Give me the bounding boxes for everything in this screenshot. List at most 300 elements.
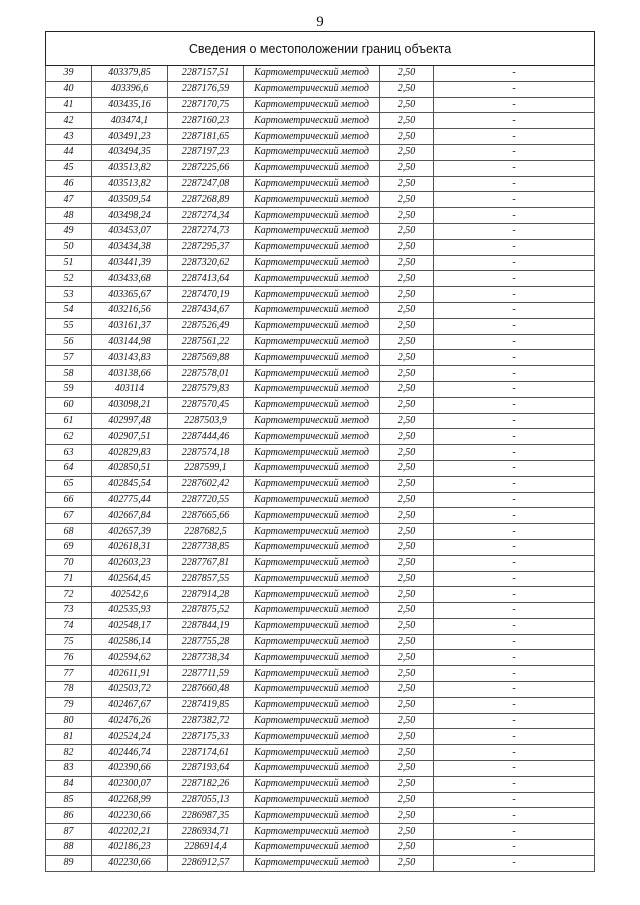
table-row <box>46 255 595 271</box>
description-cell: - <box>434 508 595 524</box>
description-cell: - <box>434 492 595 508</box>
method-cell: Картометрический метод <box>244 571 380 587</box>
precision-cell: 2,50 <box>380 460 434 476</box>
description-cell: - <box>434 650 595 666</box>
table-row <box>46 192 595 208</box>
method-cell: Картометрический метод <box>244 840 380 856</box>
description-cell: - <box>434 855 595 871</box>
description-cell: - <box>434 239 595 255</box>
table-row <box>46 287 595 303</box>
precision-cell: 2,50 <box>380 97 434 113</box>
y-coordinate-cell: 2287434,67 <box>168 302 244 318</box>
x-coordinate-cell: 402548,17 <box>92 618 168 634</box>
y-coordinate-cell: 2287720,55 <box>168 492 244 508</box>
precision-cell: 2,50 <box>380 381 434 397</box>
x-coordinate-cell: 403365,67 <box>92 287 168 303</box>
x-coordinate-cell: 403491,23 <box>92 129 168 145</box>
point-number-cell: 59 <box>46 381 92 397</box>
table-title: Сведения о местоположении границ объекта <box>46 32 595 66</box>
method-cell: Картометрический метод <box>244 824 380 840</box>
x-coordinate-cell: 402845,54 <box>92 476 168 492</box>
method-cell: Картометрический метод <box>244 160 380 176</box>
precision-cell: 2,50 <box>380 618 434 634</box>
description-cell: - <box>434 97 595 113</box>
method-cell: Картометрический метод <box>244 271 380 287</box>
description-cell: - <box>434 571 595 587</box>
y-coordinate-cell: 2287569,88 <box>168 350 244 366</box>
precision-cell: 2,50 <box>380 855 434 871</box>
description-cell: - <box>434 445 595 461</box>
precision-cell: 2,50 <box>380 745 434 761</box>
precision-cell: 2,50 <box>380 524 434 540</box>
method-cell: Картометрический метод <box>244 397 380 413</box>
point-number-cell: 74 <box>46 618 92 634</box>
x-coordinate-cell: 402850,51 <box>92 460 168 476</box>
point-number-cell: 44 <box>46 144 92 160</box>
description-cell: - <box>434 840 595 856</box>
precision-cell: 2,50 <box>380 271 434 287</box>
description-cell: - <box>434 713 595 729</box>
x-coordinate-cell: 402586,14 <box>92 634 168 650</box>
precision-cell: 2,50 <box>380 239 434 255</box>
point-number-cell: 54 <box>46 302 92 318</box>
description-cell: - <box>434 81 595 97</box>
precision-cell: 2,50 <box>380 571 434 587</box>
method-cell: Картометрический метод <box>244 745 380 761</box>
description-cell: - <box>434 366 595 382</box>
description-cell: - <box>434 66 595 82</box>
point-number-cell: 65 <box>46 476 92 492</box>
precision-cell: 2,50 <box>380 840 434 856</box>
table-row <box>46 855 595 871</box>
method-cell: Картометрический метод <box>244 208 380 224</box>
precision-cell: 2,50 <box>380 650 434 666</box>
point-number-cell: 51 <box>46 255 92 271</box>
point-number-cell: 78 <box>46 682 92 698</box>
x-coordinate-cell: 403144,98 <box>92 334 168 350</box>
description-cell: - <box>434 460 595 476</box>
method-cell: Картометрический метод <box>244 255 380 271</box>
table-row <box>46 840 595 856</box>
method-cell: Картометрический метод <box>244 792 380 808</box>
method-cell: Картометрический метод <box>244 445 380 461</box>
table-row <box>46 223 595 239</box>
table-row <box>46 555 595 571</box>
precision-cell: 2,50 <box>380 255 434 271</box>
description-cell: - <box>434 334 595 350</box>
precision-cell: 2,50 <box>380 350 434 366</box>
x-coordinate-cell: 402476,26 <box>92 713 168 729</box>
description-cell: - <box>434 429 595 445</box>
point-number-cell: 88 <box>46 840 92 856</box>
point-number-cell: 69 <box>46 539 92 555</box>
x-coordinate-cell: 402829,83 <box>92 445 168 461</box>
precision-cell: 2,50 <box>380 176 434 192</box>
table-row <box>46 429 595 445</box>
description-cell: - <box>434 302 595 318</box>
point-number-cell: 53 <box>46 287 92 303</box>
table-row <box>46 729 595 745</box>
y-coordinate-cell: 2287181,65 <box>168 129 244 145</box>
x-coordinate-cell: 403216,56 <box>92 302 168 318</box>
table-row <box>46 650 595 666</box>
point-number-cell: 67 <box>46 508 92 524</box>
point-number-cell: 46 <box>46 176 92 192</box>
table-row <box>46 129 595 145</box>
precision-cell: 2,50 <box>380 413 434 429</box>
x-coordinate-cell: 402542,6 <box>92 587 168 603</box>
precision-cell: 2,50 <box>380 808 434 824</box>
point-number-cell: 80 <box>46 713 92 729</box>
precision-cell: 2,50 <box>380 429 434 445</box>
x-coordinate-cell: 402667,84 <box>92 508 168 524</box>
table-row <box>46 460 595 476</box>
table-row <box>46 381 595 397</box>
y-coordinate-cell: 2287579,83 <box>168 381 244 397</box>
table-row <box>46 66 595 82</box>
y-coordinate-cell: 2287526,49 <box>168 318 244 334</box>
precision-cell: 2,50 <box>380 492 434 508</box>
x-coordinate-cell: 402618,31 <box>92 539 168 555</box>
boundary-table-container <box>45 31 594 872</box>
table-row <box>46 745 595 761</box>
y-coordinate-cell: 2287660,48 <box>168 682 244 698</box>
y-coordinate-cell: 2286912,57 <box>168 855 244 871</box>
boundary-table <box>45 31 595 872</box>
table-row <box>46 682 595 698</box>
description-cell: - <box>434 381 595 397</box>
y-coordinate-cell: 2287738,85 <box>168 539 244 555</box>
method-cell: Картометрический метод <box>244 239 380 255</box>
table-row <box>46 697 595 713</box>
point-number-cell: 55 <box>46 318 92 334</box>
x-coordinate-cell: 402300,07 <box>92 776 168 792</box>
x-coordinate-cell: 402503,72 <box>92 682 168 698</box>
precision-cell: 2,50 <box>380 397 434 413</box>
table-row <box>46 302 595 318</box>
x-coordinate-cell: 403513,82 <box>92 160 168 176</box>
x-coordinate-cell: 403441,39 <box>92 255 168 271</box>
method-cell: Картометрический метод <box>244 366 380 382</box>
y-coordinate-cell: 2286914,4 <box>168 840 244 856</box>
y-coordinate-cell: 2287160,23 <box>168 113 244 129</box>
point-number-cell: 47 <box>46 192 92 208</box>
x-coordinate-cell: 403434,38 <box>92 239 168 255</box>
method-cell: Картометрический метод <box>244 350 380 366</box>
method-cell: Картометрический метод <box>244 429 380 445</box>
y-coordinate-cell: 2287225,66 <box>168 160 244 176</box>
table-row <box>46 808 595 824</box>
precision-cell: 2,50 <box>380 318 434 334</box>
precision-cell: 2,50 <box>380 287 434 303</box>
y-coordinate-cell: 2287174,61 <box>168 745 244 761</box>
point-number-cell: 66 <box>46 492 92 508</box>
precision-cell: 2,50 <box>380 192 434 208</box>
precision-cell: 2,50 <box>380 729 434 745</box>
point-number-cell: 62 <box>46 429 92 445</box>
description-cell: - <box>434 476 595 492</box>
x-coordinate-cell: 403396,6 <box>92 81 168 97</box>
method-cell: Картометрический метод <box>244 97 380 113</box>
x-coordinate-cell: 402230,66 <box>92 808 168 824</box>
point-number-cell: 39 <box>46 66 92 82</box>
method-cell: Картометрический метод <box>244 587 380 603</box>
method-cell: Картометрический метод <box>244 66 380 82</box>
point-number-cell: 49 <box>46 223 92 239</box>
point-number-cell: 76 <box>46 650 92 666</box>
y-coordinate-cell: 2287738,34 <box>168 650 244 666</box>
x-coordinate-cell: 402467,67 <box>92 697 168 713</box>
point-number-cell: 64 <box>46 460 92 476</box>
precision-cell: 2,50 <box>380 761 434 777</box>
y-coordinate-cell: 2287176,59 <box>168 81 244 97</box>
x-coordinate-cell: 403114 <box>92 381 168 397</box>
x-coordinate-cell: 402535,93 <box>92 603 168 619</box>
table-row <box>46 713 595 729</box>
description-cell: - <box>434 208 595 224</box>
description-cell: - <box>434 223 595 239</box>
method-cell: Картометрический метод <box>244 855 380 871</box>
method-cell: Картометрический метод <box>244 287 380 303</box>
method-cell: Картометрический метод <box>244 666 380 682</box>
description-cell: - <box>434 745 595 761</box>
table-row <box>46 271 595 287</box>
x-coordinate-cell: 403494,35 <box>92 144 168 160</box>
y-coordinate-cell: 2287268,89 <box>168 192 244 208</box>
description-cell: - <box>434 318 595 334</box>
method-cell: Картометрический метод <box>244 524 380 540</box>
point-number-cell: 42 <box>46 113 92 129</box>
precision-cell: 2,50 <box>380 223 434 239</box>
point-number-cell: 63 <box>46 445 92 461</box>
x-coordinate-cell: 403379,85 <box>92 66 168 82</box>
point-number-cell: 61 <box>46 413 92 429</box>
method-cell: Картометрический метод <box>244 318 380 334</box>
method-cell: Картометрический метод <box>244 776 380 792</box>
description-cell: - <box>434 761 595 777</box>
point-number-cell: 79 <box>46 697 92 713</box>
x-coordinate-cell: 402594,62 <box>92 650 168 666</box>
table-row <box>46 81 595 97</box>
x-coordinate-cell: 403098,21 <box>92 397 168 413</box>
table-body <box>46 66 595 872</box>
table-row <box>46 634 595 650</box>
point-number-cell: 89 <box>46 855 92 871</box>
y-coordinate-cell: 2287193,64 <box>168 761 244 777</box>
point-number-cell: 50 <box>46 239 92 255</box>
x-coordinate-cell: 403435,16 <box>92 97 168 113</box>
description-cell: - <box>434 587 595 603</box>
page-number: 9 <box>316 14 324 30</box>
x-coordinate-cell: 403513,82 <box>92 176 168 192</box>
table-row <box>46 508 595 524</box>
x-coordinate-cell: 402775,44 <box>92 492 168 508</box>
method-cell: Картометрический метод <box>244 113 380 129</box>
x-coordinate-cell: 402657,39 <box>92 524 168 540</box>
table-row <box>46 571 595 587</box>
precision-cell: 2,50 <box>380 476 434 492</box>
table-row <box>46 524 595 540</box>
method-cell: Картометрический метод <box>244 697 380 713</box>
precision-cell: 2,50 <box>380 113 434 129</box>
y-coordinate-cell: 2287182,26 <box>168 776 244 792</box>
method-cell: Картометрический метод <box>244 761 380 777</box>
precision-cell: 2,50 <box>380 587 434 603</box>
x-coordinate-cell: 402611,91 <box>92 666 168 682</box>
description-cell: - <box>434 729 595 745</box>
method-cell: Картометрический метод <box>244 192 380 208</box>
y-coordinate-cell: 2287274,73 <box>168 223 244 239</box>
y-coordinate-cell: 2287578,01 <box>168 366 244 382</box>
y-coordinate-cell: 2287857,55 <box>168 571 244 587</box>
y-coordinate-cell: 2287682,5 <box>168 524 244 540</box>
precision-cell: 2,50 <box>380 81 434 97</box>
point-number-cell: 58 <box>46 366 92 382</box>
method-cell: Картометрический метод <box>244 302 380 318</box>
method-cell: Картометрический метод <box>244 682 380 698</box>
x-coordinate-cell: 402907,51 <box>92 429 168 445</box>
description-cell: - <box>434 350 595 366</box>
table-row <box>46 792 595 808</box>
y-coordinate-cell: 2287755,28 <box>168 634 244 650</box>
table-row <box>46 144 595 160</box>
method-cell: Картометрический метод <box>244 381 380 397</box>
table-row <box>46 208 595 224</box>
y-coordinate-cell: 2287274,34 <box>168 208 244 224</box>
table-row <box>46 113 595 129</box>
point-number-cell: 60 <box>46 397 92 413</box>
point-number-cell: 87 <box>46 824 92 840</box>
description-cell: - <box>434 539 595 555</box>
precision-cell: 2,50 <box>380 555 434 571</box>
y-coordinate-cell: 2287503,9 <box>168 413 244 429</box>
method-cell: Картометрический метод <box>244 492 380 508</box>
precision-cell: 2,50 <box>380 445 434 461</box>
x-coordinate-cell: 403161,37 <box>92 318 168 334</box>
method-cell: Картометрический метод <box>244 413 380 429</box>
point-number-cell: 71 <box>46 571 92 587</box>
table-row <box>46 239 595 255</box>
method-cell: Картометрический метод <box>244 176 380 192</box>
y-coordinate-cell: 2287561,22 <box>168 334 244 350</box>
precision-cell: 2,50 <box>380 697 434 713</box>
description-cell: - <box>434 792 595 808</box>
y-coordinate-cell: 2287295,37 <box>168 239 244 255</box>
x-coordinate-cell: 402186,23 <box>92 840 168 856</box>
point-number-cell: 73 <box>46 603 92 619</box>
method-cell: Картометрический метод <box>244 476 380 492</box>
table-row <box>46 761 595 777</box>
description-cell: - <box>434 287 595 303</box>
x-coordinate-cell: 403453,07 <box>92 223 168 239</box>
y-coordinate-cell: 2287419,85 <box>168 697 244 713</box>
table-row <box>46 397 595 413</box>
method-cell: Картометрический метод <box>244 618 380 634</box>
method-cell: Картометрический метод <box>244 144 380 160</box>
description-cell: - <box>434 160 595 176</box>
precision-cell: 2,50 <box>380 682 434 698</box>
description-cell: - <box>434 682 595 698</box>
point-number-cell: 43 <box>46 129 92 145</box>
table-row <box>46 318 595 334</box>
y-coordinate-cell: 2287574,18 <box>168 445 244 461</box>
method-cell: Картометрический метод <box>244 460 380 476</box>
precision-cell: 2,50 <box>380 508 434 524</box>
x-coordinate-cell: 403433,68 <box>92 271 168 287</box>
method-cell: Картометрический метод <box>244 334 380 350</box>
y-coordinate-cell: 2287197,23 <box>168 144 244 160</box>
description-cell: - <box>434 129 595 145</box>
precision-cell: 2,50 <box>380 334 434 350</box>
table-row <box>46 666 595 682</box>
description-cell: - <box>434 697 595 713</box>
precision-cell: 2,50 <box>380 302 434 318</box>
description-cell: - <box>434 618 595 634</box>
method-cell: Картометрический метод <box>244 713 380 729</box>
table-row <box>46 603 595 619</box>
y-coordinate-cell: 2286934,71 <box>168 824 244 840</box>
table-row <box>46 445 595 461</box>
method-cell: Картометрический метод <box>244 223 380 239</box>
method-cell: Картометрический метод <box>244 539 380 555</box>
point-number-cell: 85 <box>46 792 92 808</box>
y-coordinate-cell: 2287320,62 <box>168 255 244 271</box>
x-coordinate-cell: 402202,21 <box>92 824 168 840</box>
x-coordinate-cell: 402390,66 <box>92 761 168 777</box>
x-coordinate-cell: 402524,24 <box>92 729 168 745</box>
x-coordinate-cell: 403474,1 <box>92 113 168 129</box>
description-cell: - <box>434 776 595 792</box>
precision-cell: 2,50 <box>380 603 434 619</box>
y-coordinate-cell: 2287247,08 <box>168 176 244 192</box>
description-cell: - <box>434 413 595 429</box>
y-coordinate-cell: 2287470,19 <box>168 287 244 303</box>
precision-cell: 2,50 <box>380 713 434 729</box>
method-cell: Картометрический метод <box>244 81 380 97</box>
point-number-cell: 45 <box>46 160 92 176</box>
y-coordinate-cell: 2287602,42 <box>168 476 244 492</box>
point-number-cell: 48 <box>46 208 92 224</box>
precision-cell: 2,50 <box>380 66 434 82</box>
x-coordinate-cell: 402268,99 <box>92 792 168 808</box>
point-number-cell: 52 <box>46 271 92 287</box>
precision-cell: 2,50 <box>380 208 434 224</box>
point-number-cell: 86 <box>46 808 92 824</box>
description-cell: - <box>434 824 595 840</box>
description-cell: - <box>434 666 595 682</box>
table-row <box>46 776 595 792</box>
table-row <box>46 350 595 366</box>
x-coordinate-cell: 402564,45 <box>92 571 168 587</box>
precision-cell: 2,50 <box>380 666 434 682</box>
point-number-cell: 83 <box>46 761 92 777</box>
x-coordinate-cell: 403498,24 <box>92 208 168 224</box>
y-coordinate-cell: 2287170,75 <box>168 97 244 113</box>
description-cell: - <box>434 603 595 619</box>
description-cell: - <box>434 397 595 413</box>
point-number-cell: 84 <box>46 776 92 792</box>
y-coordinate-cell: 2287570,45 <box>168 397 244 413</box>
x-coordinate-cell: 402603,23 <box>92 555 168 571</box>
y-coordinate-cell: 2287175,33 <box>168 729 244 745</box>
method-cell: Картометрический метод <box>244 634 380 650</box>
point-number-cell: 72 <box>46 587 92 603</box>
x-coordinate-cell: 403138,66 <box>92 366 168 382</box>
point-number-cell: 70 <box>46 555 92 571</box>
description-cell: - <box>434 634 595 650</box>
table-row <box>46 176 595 192</box>
y-coordinate-cell: 2287711,59 <box>168 666 244 682</box>
